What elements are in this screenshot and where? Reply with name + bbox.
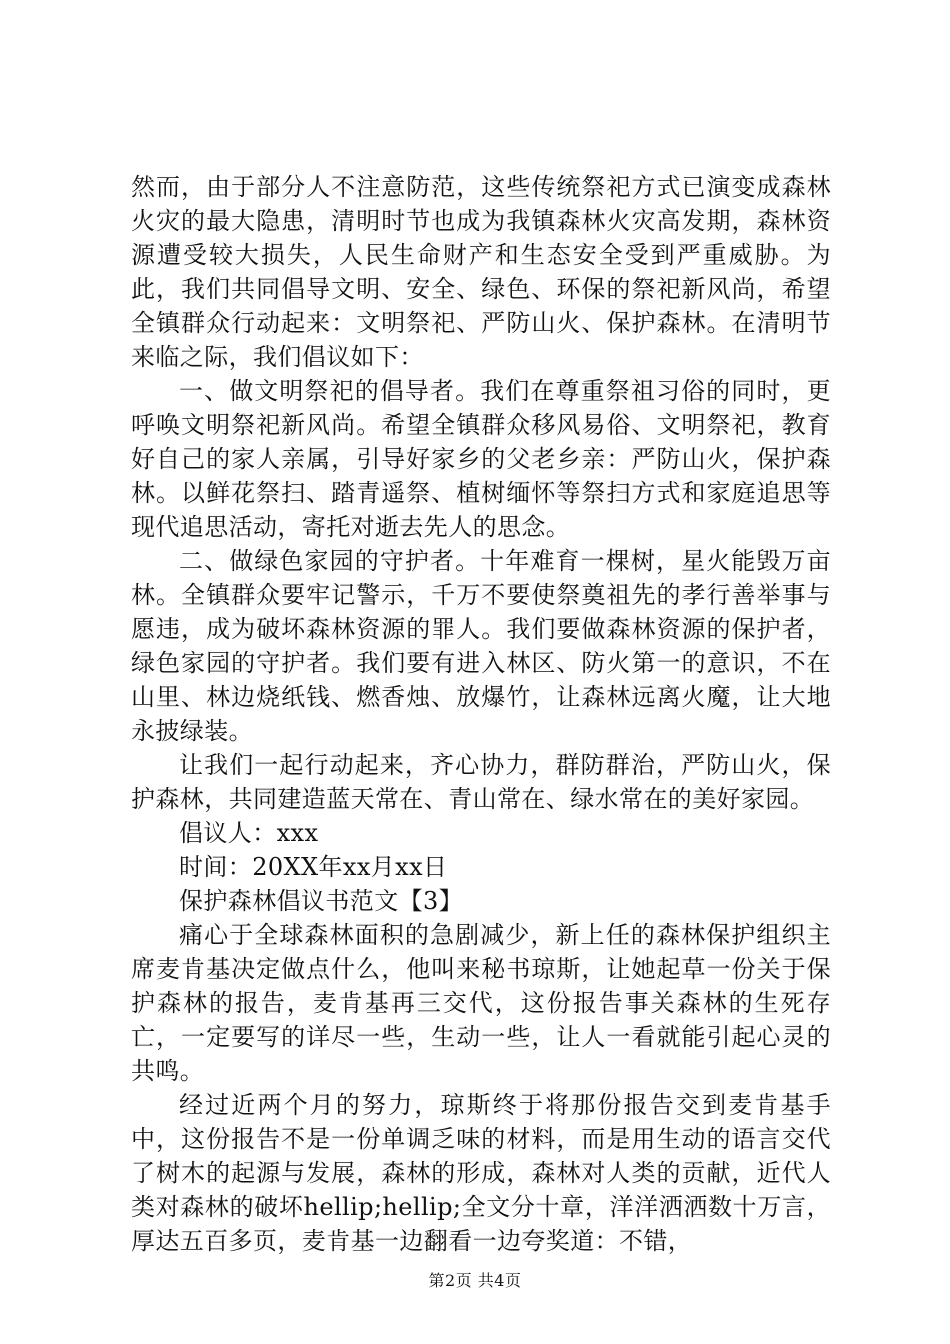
paragraph-call-to-action: 让我们一起行动起来，齐心协力，群防群治，严防山火，保护森林，共同建造蓝天常在、青山常在、绿水常在的美好家园。 (131, 751, 831, 813)
proposer-line: 倡议人：xxx (179, 819, 319, 847)
date-line: 时间：20XX年xx月xx日 (179, 853, 448, 881)
paragraph-story-two: 经过近两个月的努力，琼斯终于将那份报告交到麦肯基手中，这份报告不是一份单调乏味的材料，而是用生动的语言交代了树木的起源与发展，森林的形成，森林对人类的贡献，近代人类对森林的破坏hellip;hellip;全文分十章，洋洋洒洒数十万言，厚达五百多页，麦肯基一边翻看一边夸奖道：不错， (131, 1091, 831, 1255)
paragraph-story-one: 痛心于全球森林面积的急剧减少，新上任的森林保护组织主席麦肯基决定做点什么，他叫来秘书琼斯，让她起草一份关于保护森林的报告，麦肯基再三交代，这份报告事关森林的生死存亡，一定要写的详尽一些，生动一些，让人一看就能引起心灵的共鸣。 (131, 921, 831, 1085)
paragraph-proposal-two: 二、做绿色家园的守护者。十年难育一棵树，星火能毁万亩林。全镇群众要牢记警示，千万不要使祭奠祖先的孝行善举事与愿违，成为破坏森林资源的罪人。我们要做森林资源的保护者，绿色家园的守护者。我们要有进入林区、防火第一的意识，不在山里、林边烧纸钱、燃香烛、放爆竹，让森林远离火魔，让大地永披绿装。 (131, 547, 831, 745)
section-heading: 保护森林倡议书范文【3】 (179, 887, 464, 915)
paragraph-proposal-one: 一、做文明祭祀的倡导者。我们在尊重祭祖习俗的同时，更呼唤文明祭祀新风尚。希望全镇群众移风易俗、文明祭祀，教育好自己的家人亲属，引导好家乡的父老乡亲：严防山火，保护森林。以鲜花祭扫、踏青遥祭、植树缅怀等祭扫方式和家庭追思等现代追思活动，寄托对逝去先人的思念。 (131, 377, 831, 541)
page-footer: 第2页 共4页 (428, 1271, 522, 1290)
document-body (131, 170, 831, 1258)
paragraph-intro: 然而，由于部分人不注意防范，这些传统祭祀方式已演变成森林火灾的最大隐患，清明时节也成为我镇森林火灾高发期，森林资源遭受较大损失，人民生命财产和生态安全受到严重威胁。为此，我们共同倡导文明、安全、绿色、环保的祭祀新风尚，希望全镇群众行动起来：文明祭祀、严防山火、保护森林。在清明节来临之际，我们倡议如下： (131, 173, 831, 371)
